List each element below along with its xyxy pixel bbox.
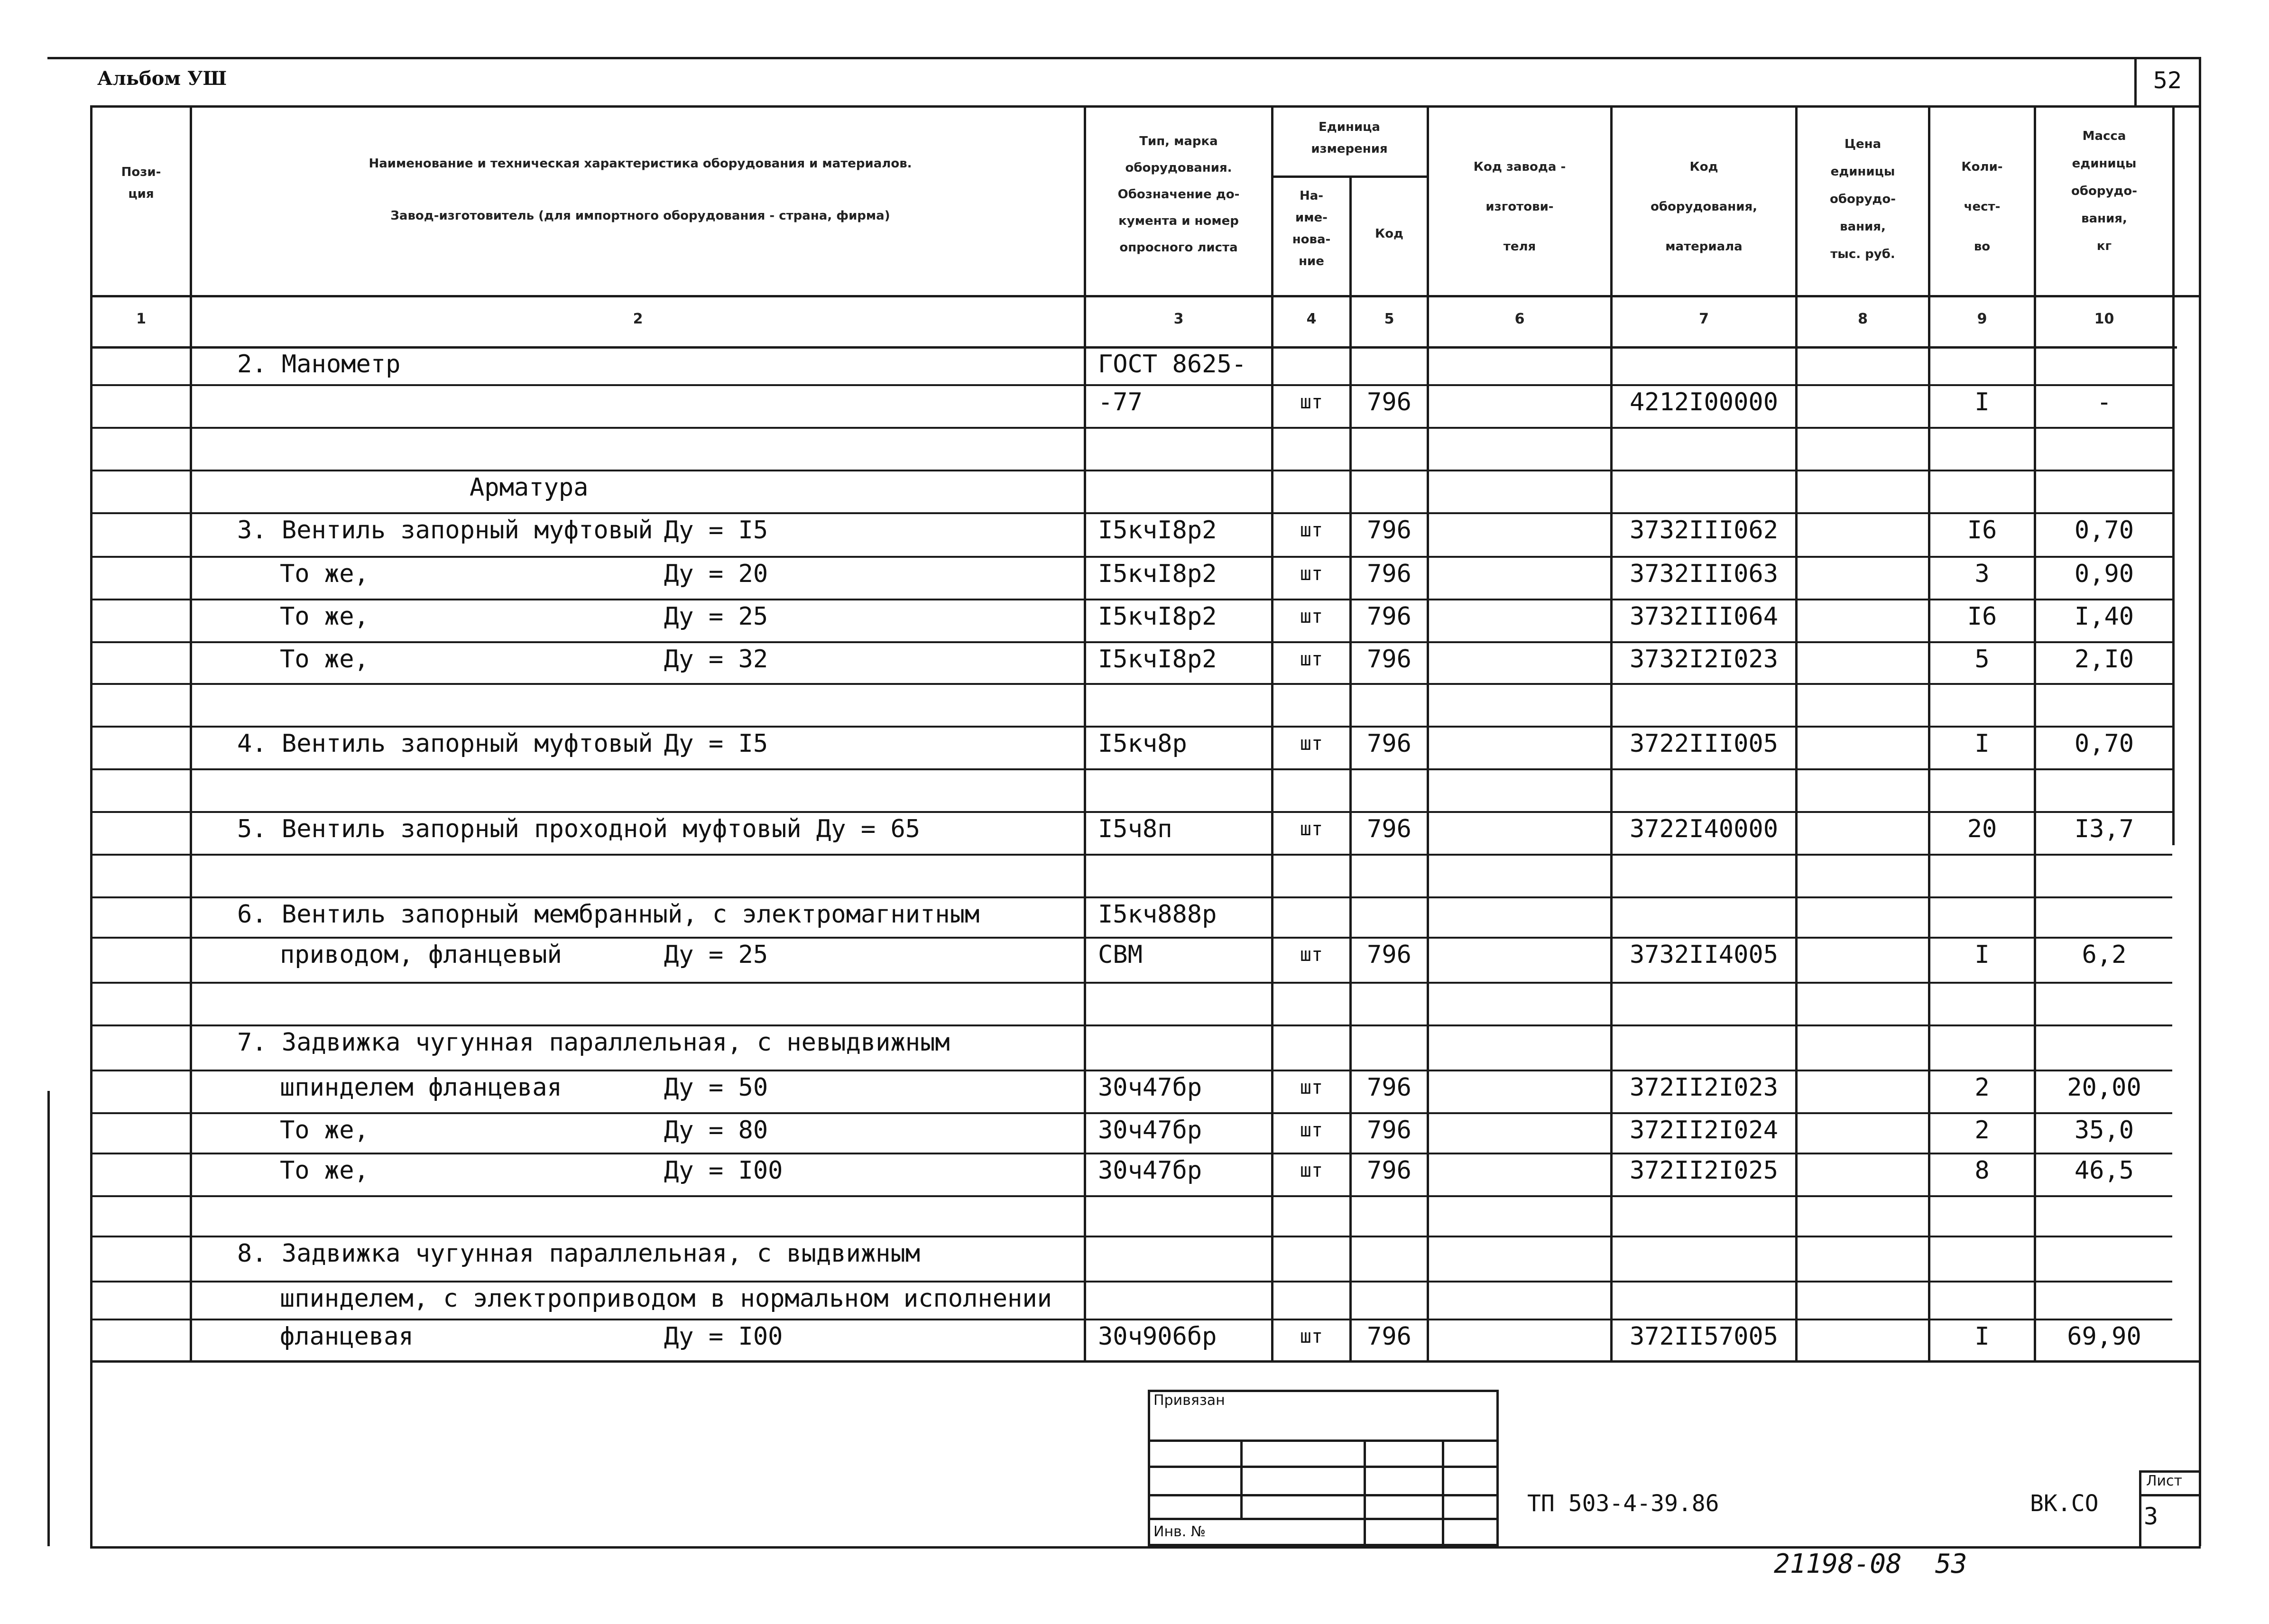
top-border <box>47 57 2201 59</box>
item-quantity: I6 <box>1967 602 1997 631</box>
colnum-4: 4 <box>1306 311 1317 327</box>
item-unit: шт <box>1300 519 1323 541</box>
item-unit: шт <box>1300 606 1323 627</box>
item-equipment-code: 3732III062 <box>1629 516 1779 544</box>
item-quantity: 5 <box>1974 645 1990 674</box>
table-row-line <box>90 683 2172 685</box>
item-mass: 0,70 <box>2074 729 2134 758</box>
table-row-line <box>90 641 2172 643</box>
colnum-1: 1 <box>136 311 146 327</box>
item-nominal-diameter: Ду = 25 <box>664 941 768 969</box>
table-row-line <box>90 1112 2172 1114</box>
item-mass: I3,7 <box>2074 815 2134 843</box>
item-quantity: I <box>1974 941 1990 969</box>
item-nominal-diameter: Ду = 20 <box>664 560 768 588</box>
item-name: То же, <box>280 602 369 631</box>
item-nominal-diameter: Ду = 32 <box>664 645 768 674</box>
table-row-line <box>90 982 2172 984</box>
header-mass: Масса единицы оборудо- вания, кг <box>2071 129 2138 253</box>
item-nominal-diameter: Ду = 25 <box>664 602 768 631</box>
stamp-attached-label: Привязан <box>1153 1392 1225 1409</box>
item-unit: шт <box>1300 391 1323 413</box>
item-quantity: 3 <box>1974 560 1990 588</box>
item-type: СВМ <box>1098 941 1143 969</box>
item-type: I5кчI8р2 <box>1098 645 1217 674</box>
item-nominal-diameter: Ду = I5 <box>664 516 768 544</box>
table-row-line <box>90 512 2172 514</box>
item-unit: шт <box>1300 818 1323 840</box>
item-unit: шт <box>1300 1160 1323 1181</box>
item-nominal-diameter: Ду = I5 <box>664 729 768 758</box>
table-row-line <box>90 1195 2172 1197</box>
item-mass: 20,00 <box>2067 1073 2141 1102</box>
item-unit: шт <box>1300 733 1323 755</box>
item-name: То же, <box>280 560 369 588</box>
item-type: 30ч47бр <box>1098 1156 1202 1185</box>
item-name: фланцевая <box>280 1322 414 1351</box>
unit-group-divider <box>1271 175 1428 178</box>
table-bottom-border <box>90 1360 2201 1363</box>
item-unit-code: 796 <box>1367 602 1411 631</box>
col-divider-5 <box>1427 105 1429 1360</box>
item-unit-code: 796 <box>1367 645 1411 674</box>
item-type: I5кчI8р2 <box>1098 560 1217 588</box>
stamp-inv-no-label: Инв. № <box>1153 1523 1206 1540</box>
item-unit: шт <box>1300 1077 1323 1098</box>
item-equipment-code: 3732III064 <box>1629 602 1779 631</box>
item-type: 30ч47бр <box>1098 1116 1202 1144</box>
item-nominal-diameter: Ду = 80 <box>664 1116 768 1144</box>
item-unit-code: 796 <box>1367 941 1411 969</box>
col-divider-1 <box>190 105 192 1360</box>
header-unit-code: Код <box>1374 227 1404 241</box>
item-quantity: 2 <box>1974 1116 1990 1144</box>
item-name: 5. Вентиль запорный проходной муфтовый Ду = 65 <box>237 815 921 843</box>
item-equipment-code: 4212I00000 <box>1629 388 1779 416</box>
colnum-bottom-border <box>90 346 2177 349</box>
item-nominal-diameter: Ду = I00 <box>664 1156 783 1185</box>
item-unit: шт <box>1300 563 1323 585</box>
colnum-10: 10 <box>2094 311 2114 327</box>
item-nominal-diameter: Ду = I00 <box>664 1322 783 1351</box>
doc-code: ТП 503-4-39.86 <box>1527 1490 1719 1517</box>
stamp-line-1 <box>1148 1439 1499 1442</box>
colnum-3: 3 <box>1173 311 1184 327</box>
table-row-line <box>90 896 2172 898</box>
stamp-line-3 <box>1148 1494 1499 1496</box>
album-label: Альбом УШ <box>97 67 227 90</box>
item-nominal-diameter: Ду = 50 <box>664 1073 768 1102</box>
item-mass: 69,90 <box>2067 1322 2141 1351</box>
item-mass: 6,2 <box>2082 941 2127 969</box>
table-row-line <box>90 768 2172 770</box>
header-equipment-code: Код оборудования, материала <box>1650 160 1758 254</box>
item-mass: - <box>2096 388 2112 416</box>
item-mass: 35,0 <box>2074 1116 2134 1144</box>
item-equipment-code: 372II2I024 <box>1629 1116 1779 1144</box>
stamp-attached-box <box>1148 1390 1499 1546</box>
page-number: 52 <box>2153 67 2182 94</box>
item-type: -77 <box>1098 388 1143 416</box>
table-row-line <box>90 1281 2172 1283</box>
item-mass: 0,90 <box>2074 560 2134 588</box>
header-unit-name: На- име- нова- ние <box>1292 189 1331 268</box>
col-divider-7 <box>1795 105 1798 1360</box>
item-type: 30ч47бр <box>1098 1073 1202 1102</box>
table-row-line <box>90 427 2172 429</box>
item-type: I5кч8р <box>1098 729 1187 758</box>
item-name: шпинделем, с электроприводом в нормальном исполнении <box>280 1284 1052 1313</box>
item-unit-code: 796 <box>1367 388 1411 416</box>
item-name: приводом, фланцевый <box>280 941 562 969</box>
header-position: Пози- ция <box>121 165 161 201</box>
item-quantity: I <box>1974 729 1990 758</box>
item-quantity: I <box>1974 388 1990 416</box>
stamp-vline-2 <box>1364 1439 1366 1546</box>
item-equipment-code: 3722III005 <box>1629 729 1779 758</box>
item-name: шпинделем фланцевая <box>280 1073 562 1102</box>
table-row-line <box>90 937 2172 939</box>
item-quantity: 2 <box>1974 1073 1990 1102</box>
stamp-vline-3 <box>1442 1439 1444 1546</box>
item-mass: I,40 <box>2074 602 2134 631</box>
item-equipment-code: 3732II4005 <box>1629 941 1779 969</box>
item-unit-code: 796 <box>1367 1322 1411 1351</box>
section-code: ВК.СО <box>2030 1490 2099 1517</box>
item-equipment-code: 372II2I023 <box>1629 1073 1779 1102</box>
item-name: То же, <box>280 645 369 674</box>
item-quantity: 8 <box>1974 1156 1990 1185</box>
table-row-line <box>90 556 2172 558</box>
table-row-line <box>90 854 2172 856</box>
item-type: I5кчI8р2 <box>1098 602 1217 631</box>
header-quantity: Коли- чест- во <box>1961 160 2003 254</box>
table-row-line <box>90 1236 2172 1237</box>
colnum-2: 2 <box>633 311 643 327</box>
header-bottom-border <box>90 105 2201 108</box>
colnum-8: 8 <box>1858 311 1868 327</box>
item-type: I5ч8п <box>1098 815 1172 843</box>
table-row-line <box>90 726 2172 728</box>
item-equipment-code: 3732I2I023 <box>1629 645 1779 674</box>
item-unit: шт <box>1300 1119 1323 1141</box>
colnum-9: 9 <box>1977 311 1987 327</box>
sheet-box-left <box>2139 1470 2141 1546</box>
header-factory-code: Код завода - изготови- теля <box>1473 160 1566 254</box>
header-type: Тип, марка оборудования. Обозначение до- кумента и номер опросного листа <box>1117 134 1240 255</box>
table-row-line <box>90 1024 2172 1026</box>
item-equipment-code: 3722I40000 <box>1629 815 1779 843</box>
item-type: I5кч888р <box>1098 900 1217 929</box>
table-row-line <box>90 1153 2172 1154</box>
header-name-line2: Завод-изготовитель (для импортного оборудования - страна, фирма) <box>390 209 890 223</box>
header-unit-group: Единица измерения <box>1311 120 1388 156</box>
header-price: Цена единицы оборудо- вания, тыс. руб. <box>1829 137 1896 261</box>
item-equipment-code: 372II2I025 <box>1629 1156 1779 1185</box>
item-unit: шт <box>1300 1326 1323 1347</box>
sheet-number: 3 <box>2144 1503 2158 1530</box>
item-unit-code: 796 <box>1367 560 1411 588</box>
binding-strip-line <box>47 1091 50 1546</box>
item-name: 8. Задвижка чугунная параллельная, с выдвижным <box>237 1239 921 1268</box>
item-unit: шт <box>1300 648 1323 670</box>
item-unit: шт <box>1300 944 1323 966</box>
item-name: 3. Вентиль запорный муфтовый <box>237 516 653 544</box>
item-unit-code: 796 <box>1367 1156 1411 1185</box>
item-quantity: I <box>1974 1322 1990 1351</box>
item-name: 4. Вентиль запорный муфтовый <box>237 729 653 758</box>
item-equipment-code: 372II57005 <box>1629 1322 1779 1351</box>
table-row-line <box>90 384 2172 386</box>
footer-page: 53 <box>1935 1549 1967 1579</box>
item-name: 6. Вентиль запорный мембранный, с электромагнитным <box>237 900 980 929</box>
sheet-box-mid <box>2139 1494 2201 1496</box>
item-mass: 46,5 <box>2074 1156 2134 1185</box>
stamp-line-4 <box>1148 1518 1499 1520</box>
item-name: То же, <box>280 1116 369 1144</box>
item-name: 2. Манометр <box>237 350 401 378</box>
col-divider-10 <box>2172 105 2175 845</box>
table-row-line <box>90 1319 2172 1320</box>
colnum-7: 7 <box>1699 311 1709 327</box>
item-equipment-code: 3732III063 <box>1629 560 1779 588</box>
right-border <box>2199 57 2201 1546</box>
table-row-line <box>90 470 2172 471</box>
stamp-vline-1 <box>1240 1439 1243 1518</box>
colnum-6: 6 <box>1514 311 1525 327</box>
colnum-top-border <box>90 295 2201 297</box>
item-name: Арматура <box>470 473 589 502</box>
item-unit-code: 796 <box>1367 815 1411 843</box>
table-row-line <box>90 811 2172 813</box>
item-unit-code: 796 <box>1367 1073 1411 1102</box>
item-unit-code: 796 <box>1367 1116 1411 1144</box>
item-mass: 0,70 <box>2074 516 2134 544</box>
item-unit-code: 796 <box>1367 729 1411 758</box>
colnum-5: 5 <box>1384 311 1394 327</box>
item-mass: 2,I0 <box>2074 645 2134 674</box>
table-row-line <box>90 1070 2172 1071</box>
item-unit-code: 796 <box>1367 516 1411 544</box>
header-name-line1: Наименование и техническая характеристика оборудования и материалов. <box>369 157 912 171</box>
sheet-label: Лист <box>2146 1473 2183 1489</box>
archive-number: 21198-08 <box>1774 1549 1902 1579</box>
item-type: 30ч906бр <box>1098 1322 1217 1351</box>
table-row-line <box>90 599 2172 600</box>
item-name: 7. Задвижка чугунная параллельная, с невыдвижным <box>237 1028 950 1057</box>
item-type: ГОСТ 8625- <box>1098 350 1247 378</box>
item-type: I5кчI8р2 <box>1098 516 1217 544</box>
item-name: То же, <box>280 1156 369 1185</box>
stamp-line-2 <box>1148 1466 1499 1468</box>
item-quantity: I6 <box>1967 516 1997 544</box>
item-quantity: 20 <box>1967 815 1997 843</box>
col-divider-2 <box>1084 105 1086 1360</box>
